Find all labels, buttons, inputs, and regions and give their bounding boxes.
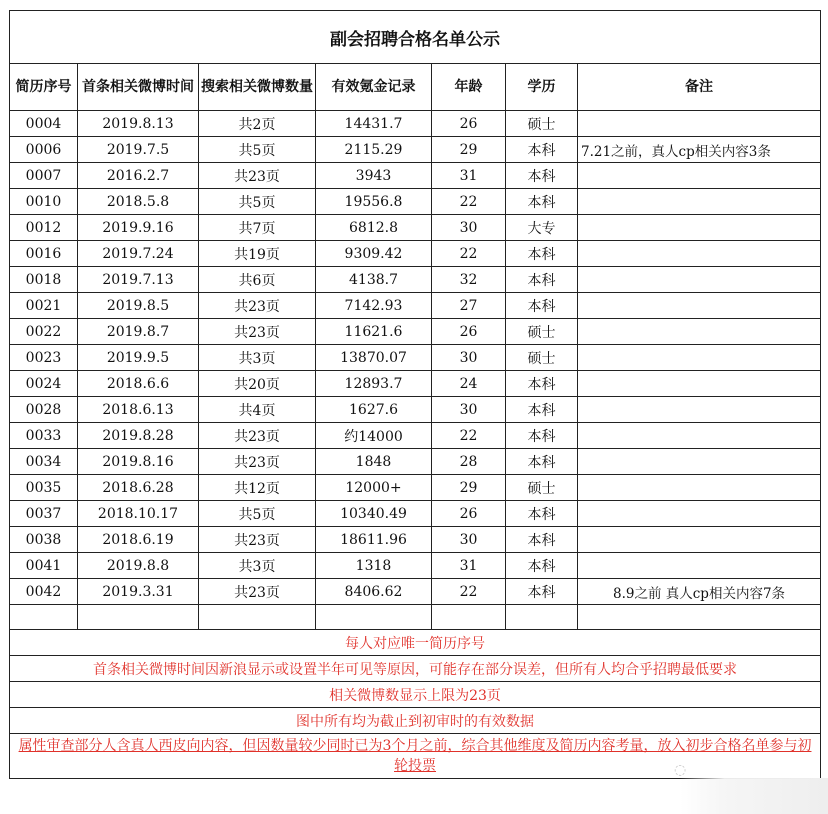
empty-cell [432,605,506,630]
table-row [10,449,821,475]
cell-education: 本科 [506,189,578,215]
cell-spending-record: 9309.42 [316,241,432,267]
cell-first-post-time: 2016.2.7 [78,163,199,189]
cell-resume-id: 0010 [10,189,78,215]
note-row [10,708,821,734]
cell-education: 本科 [506,579,578,605]
cell-first-post-time: 2019.8.5 [78,293,199,319]
cell-post-count: 共3页 [199,345,316,371]
header-resume-id: 简历序号 [10,64,78,111]
cell-age: 28 [432,449,506,475]
note-text: 属性审查部分人含真人西皮向内容，但因数量较少同时已为3个月之前，综合其他维度及简历内容考量，放入初步合格名单参与初轮投票 [10,734,821,779]
cell-first-post-time: 2018.6.28 [78,475,199,501]
cell-resume-id: 0021 [10,293,78,319]
cell-remarks [578,527,821,553]
cell-remarks [578,345,821,371]
cell-first-post-time: 2019.7.24 [78,241,199,267]
cell-age: 22 [432,579,506,605]
table-row [10,397,821,423]
cell-education: 本科 [506,241,578,267]
qualified-list-table [9,10,821,779]
header-age: 年龄 [432,64,506,111]
cell-post-count: 共7页 [199,215,316,241]
cell-education: 本科 [506,397,578,423]
cell-education: 硕士 [506,319,578,345]
cell-education: 本科 [506,163,578,189]
cell-remarks: 8.9之前 真人cp相关内容7条 [578,579,821,605]
cell-first-post-time: 2018.6.13 [78,397,199,423]
cell-post-count: 共19页 [199,241,316,267]
table-row [10,553,821,579]
table-row [10,501,821,527]
table-row [10,475,821,501]
cell-post-count: 共5页 [199,189,316,215]
cell-resume-id: 0033 [10,423,78,449]
cell-education: 硕士 [506,475,578,501]
note-text: 图中所有均为截止到初审时的有效数据 [10,708,821,734]
cell-post-count: 共2页 [199,111,316,137]
note-row [10,656,821,682]
cell-spending-record: 18611.96 [316,527,432,553]
cell-age: 31 [432,163,506,189]
cell-first-post-time: 2019.8.7 [78,319,199,345]
table-row [10,111,821,137]
table-row [10,319,821,345]
cell-education: 本科 [506,267,578,293]
cell-age: 31 [432,553,506,579]
header-remarks: 备注 [578,64,821,111]
cell-resume-id: 0041 [10,553,78,579]
table-row [10,215,821,241]
cell-remarks [578,449,821,475]
cell-post-count: 共3页 [199,553,316,579]
table-row [10,527,821,553]
table-row [10,267,821,293]
corner-fade [680,778,828,814]
header-first-post-time: 首条相关微博时间 [78,64,199,111]
cell-remarks [578,553,821,579]
header-row [10,64,821,111]
cell-spending-record: 10340.49 [316,501,432,527]
recruitment-sheet [9,10,820,779]
cell-remarks [578,319,821,345]
cell-age: 29 [432,137,506,163]
cell-remarks: 7.21之前，真人cp相关内容3条 [578,137,821,163]
cell-spending-record: 11621.6 [316,319,432,345]
cell-remarks [578,293,821,319]
note-text: 首条相关微博时间因新浪显示或设置半年可见等原因，可能存在部分误差，但所有人均合乎招聘最低要求 [10,656,821,682]
cell-education: 硕士 [506,345,578,371]
cell-post-count: 共4页 [199,397,316,423]
cell-education: 本科 [506,449,578,475]
cell-post-count: 共12页 [199,475,316,501]
cell-resume-id: 0012 [10,215,78,241]
cell-resume-id: 0034 [10,449,78,475]
cell-age: 26 [432,111,506,137]
empty-cell [10,605,78,630]
table-row [10,189,821,215]
cell-resume-id: 0016 [10,241,78,267]
cell-post-count: 共20页 [199,371,316,397]
note-text: 相关微博数显示上限为23页 [10,682,821,708]
cell-post-count: 共23页 [199,423,316,449]
cell-spending-record: 2115.29 [316,137,432,163]
cell-resume-id: 0006 [10,137,78,163]
cell-resume-id: 0007 [10,163,78,189]
cell-age: 30 [432,345,506,371]
cell-remarks [578,163,821,189]
cell-post-count: 共6页 [199,267,316,293]
empty-cell [578,605,821,630]
cell-resume-id: 0022 [10,319,78,345]
cell-spending-record: 约14000 [316,423,432,449]
cell-spending-record: 3943 [316,163,432,189]
cell-post-count: 共23页 [199,319,316,345]
empty-cell [78,605,199,630]
cell-first-post-time: 2019.7.13 [78,267,199,293]
cell-remarks [578,501,821,527]
cell-resume-id: 0037 [10,501,78,527]
empty-cell [316,605,432,630]
cell-first-post-time: 2019.8.8 [78,553,199,579]
cell-resume-id: 0004 [10,111,78,137]
cell-first-post-time: 2019.9.5 [78,345,199,371]
cell-age: 22 [432,189,506,215]
header-education: 学历 [506,64,578,111]
cell-remarks [578,189,821,215]
cell-remarks [578,397,821,423]
cell-first-post-time: 2018.10.17 [78,501,199,527]
cell-spending-record: 14431.7 [316,111,432,137]
table-row [10,371,821,397]
cell-spending-record: 12893.7 [316,371,432,397]
note-row [10,630,821,656]
table-row [10,579,821,605]
cell-education: 本科 [506,137,578,163]
cell-first-post-time: 2019.7.5 [78,137,199,163]
cell-resume-id: 0018 [10,267,78,293]
cell-first-post-time: 2018.6.19 [78,527,199,553]
cell-education: 本科 [506,293,578,319]
watermark-icon: ◌ [674,762,687,778]
table-row [10,241,821,267]
cell-spending-record: 1848 [316,449,432,475]
cell-first-post-time: 2019.8.28 [78,423,199,449]
cell-education: 硕士 [506,111,578,137]
sheet-title: 副会招聘合格名单公示 [10,11,821,64]
table-row [10,163,821,189]
table-row [10,137,821,163]
cell-post-count: 共23页 [199,527,316,553]
table-row [10,293,821,319]
cell-remarks [578,423,821,449]
cell-age: 30 [432,397,506,423]
cell-post-count: 共5页 [199,501,316,527]
cell-age: 22 [432,423,506,449]
cell-resume-id: 0038 [10,527,78,553]
cell-remarks [578,215,821,241]
cell-post-count: 共23页 [199,449,316,475]
cell-education: 本科 [506,553,578,579]
cell-education: 本科 [506,423,578,449]
cell-spending-record: 7142.93 [316,293,432,319]
empty-cell [506,605,578,630]
cell-education: 大专 [506,215,578,241]
cell-education: 本科 [506,527,578,553]
cell-resume-id: 0024 [10,371,78,397]
note-text: 每人对应唯一简历序号 [10,630,821,656]
cell-remarks [578,241,821,267]
cell-spending-record: 1627.6 [316,397,432,423]
cell-first-post-time: 2019.3.31 [78,579,199,605]
cell-resume-id: 0023 [10,345,78,371]
cell-age: 30 [432,215,506,241]
cell-age: 24 [432,371,506,397]
cell-first-post-time: 2019.8.13 [78,111,199,137]
cell-resume-id: 0035 [10,475,78,501]
note-row [10,734,821,779]
cell-resume-id: 0042 [10,579,78,605]
cell-spending-record: 12000+ [316,475,432,501]
cell-remarks [578,111,821,137]
cell-post-count: 共23页 [199,163,316,189]
header-spending-record: 有效氪金记录 [316,64,432,111]
cell-spending-record: 1318 [316,553,432,579]
blank-row [10,605,821,630]
cell-first-post-time: 2019.9.16 [78,215,199,241]
cell-remarks [578,267,821,293]
cell-post-count: 共23页 [199,579,316,605]
cell-post-count: 共5页 [199,137,316,163]
cell-first-post-time: 2018.5.8 [78,189,199,215]
header-post-count: 搜索相关微博数量 [199,64,316,111]
cell-age: 22 [432,241,506,267]
cell-post-count: 共23页 [199,293,316,319]
cell-spending-record: 19556.8 [316,189,432,215]
note-row [10,682,821,708]
cell-spending-record: 6812.8 [316,215,432,241]
cell-spending-record: 8406.62 [316,579,432,605]
cell-age: 29 [432,475,506,501]
cell-spending-record: 13870.07 [316,345,432,371]
table-row [10,423,821,449]
cell-education: 本科 [506,371,578,397]
cell-first-post-time: 2019.8.16 [78,449,199,475]
cell-age: 26 [432,319,506,345]
table-row [10,345,821,371]
cell-education: 本科 [506,501,578,527]
cell-age: 26 [432,501,506,527]
empty-cell [199,605,316,630]
cell-age: 32 [432,267,506,293]
cell-age: 30 [432,527,506,553]
cell-remarks [578,475,821,501]
cell-resume-id: 0028 [10,397,78,423]
cell-age: 27 [432,293,506,319]
cell-remarks [578,371,821,397]
cell-first-post-time: 2018.6.6 [78,371,199,397]
cell-spending-record: 4138.7 [316,267,432,293]
